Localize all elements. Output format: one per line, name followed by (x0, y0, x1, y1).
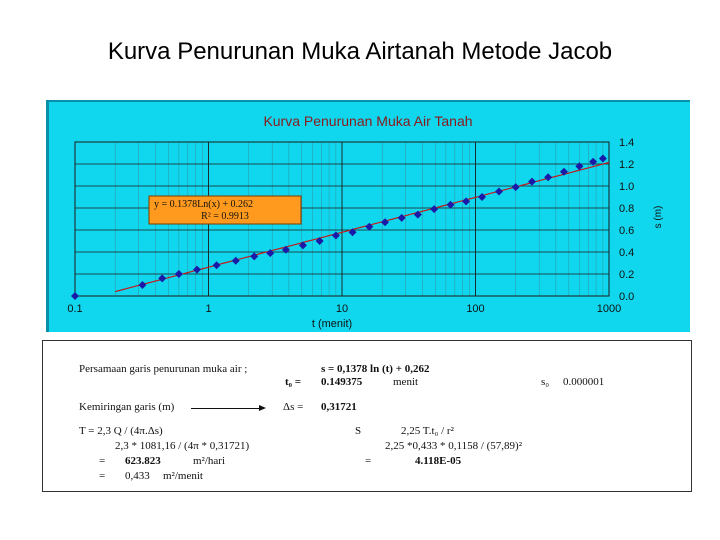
storativity-formula: 2,25 T.t₀ / r² (401, 425, 454, 437)
data-point (528, 178, 536, 186)
y-tick-label: 1.2 (619, 159, 635, 171)
storativity-result: 4.118E-05 (415, 455, 462, 467)
x-axis-label: t (menit) (311, 318, 353, 330)
transmissivity-formula: T = 2,3 Q / (4π.Δs) (79, 425, 163, 437)
data-point (478, 193, 486, 201)
x-tick-label: 1000 (596, 303, 622, 315)
t0-value: 0.149375 (321, 376, 363, 388)
x-tick-label: 10 (335, 303, 349, 315)
t0-unit: menit (393, 376, 419, 388)
data-point (158, 274, 166, 282)
data-point (175, 270, 183, 278)
x-tick-label: 100 (466, 303, 485, 315)
data-point (232, 257, 240, 265)
slope-arrow-head (259, 405, 266, 411)
storativity-eq-sign: = (365, 455, 372, 467)
y-tick-label: 0.2 (619, 269, 635, 281)
storativity-label: S (355, 425, 362, 437)
slide-title: Kurva Penurunan Muka Airtanah Metode Jacob (107, 38, 613, 65)
y-tick-label: 1.0 (619, 181, 635, 193)
storativity-substitution: 2,25 *0,433 * 0,1158 / (57,89)² (385, 440, 523, 452)
s0-value: 0.000001 (563, 376, 605, 388)
s0-label: s₀ (541, 376, 550, 388)
y-axis-label: s (m) (653, 205, 664, 229)
data-point (447, 201, 455, 209)
y-tick-label: 0.8 (619, 203, 635, 215)
data-point (299, 241, 307, 249)
data-point (71, 292, 79, 300)
transmissivity-eq-sign-1: = (99, 455, 106, 467)
data-point (193, 266, 201, 274)
x-tick-label: 1 (205, 303, 212, 315)
y-tick-label: 0.0 (619, 291, 635, 303)
line-equation-label: Persamaan garis penurunan muka air ; (79, 363, 248, 375)
fit-r-squared-text: R² = 0.9913 (201, 211, 249, 222)
equation-panel (42, 340, 692, 492)
slope-arrow (191, 408, 261, 409)
line-equation: s = 0,1378 ln (t) + 0,262 (321, 363, 430, 375)
data-point (138, 281, 146, 289)
transmissivity-unit-1: m²/hari (193, 455, 226, 467)
slope-label: Kemiringan garis (m) (79, 401, 175, 413)
data-point (398, 214, 406, 222)
y-tick-label: 1.4 (619, 137, 635, 149)
transmissivity-eq-sign-2: = (99, 470, 106, 482)
transmissivity-result-1: 623.823 (125, 455, 161, 467)
chart-panel (46, 100, 690, 332)
t0-label: t₀ = (285, 376, 301, 388)
transmissivity-substitution: 2,3 * 1081,16 / (4π * 0,31721) (115, 440, 250, 452)
chart-title: Kurva Penurunan Muka Air Tanah (263, 113, 473, 129)
data-point (213, 261, 221, 269)
y-tick-label: 0.4 (619, 247, 635, 259)
data-point (430, 205, 438, 213)
data-point (316, 237, 324, 245)
delta-s-value: 0,31721 (321, 401, 357, 413)
delta-s-label: Δs = (283, 401, 304, 413)
data-point (349, 228, 357, 236)
x-tick-label: 0.1 (67, 303, 83, 315)
data-point (250, 252, 258, 260)
drawdown-chart (49, 102, 690, 332)
transmissivity-unit-2: m²/menit (163, 470, 203, 482)
data-point (599, 155, 607, 163)
data-point (544, 173, 552, 181)
data-point (512, 183, 520, 191)
data-point (495, 188, 503, 196)
fit-equation-text: y = 0.1378Ln(x) + 0.262 (154, 199, 254, 210)
transmissivity-result-2: 0,433 (125, 470, 150, 482)
y-tick-label: 0.6 (619, 225, 635, 237)
